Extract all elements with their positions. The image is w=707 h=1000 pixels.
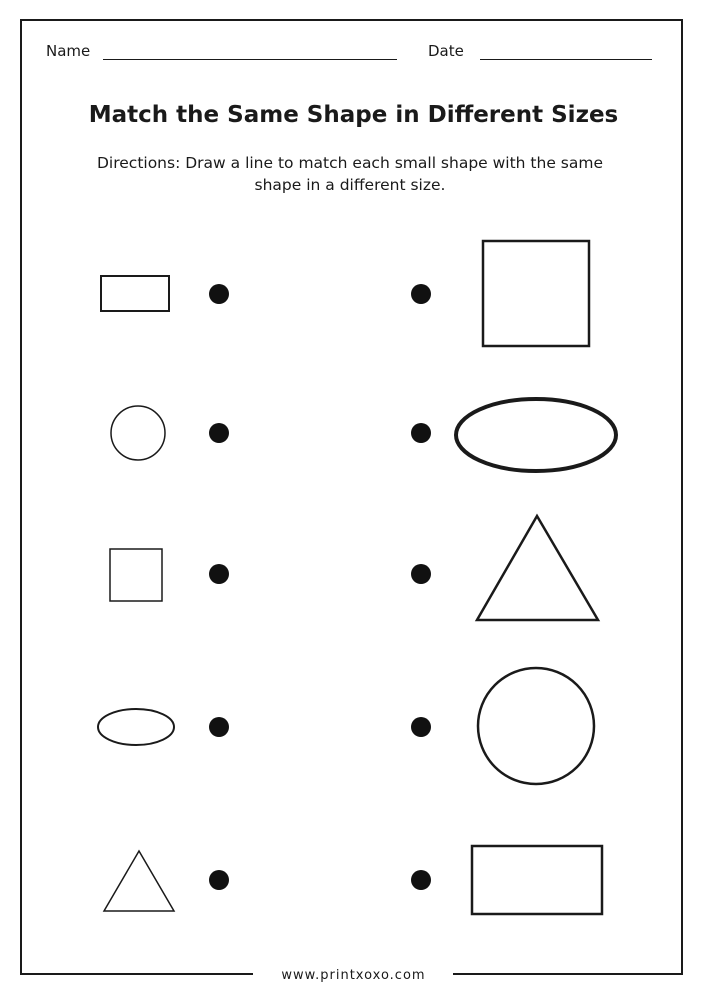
left-match-dot[interactable] <box>209 284 229 304</box>
large-oval-shape <box>456 399 616 471</box>
small-circle-shape <box>111 406 165 460</box>
small-rectangle-shape <box>101 276 169 311</box>
name-label: Name <box>46 42 91 60</box>
right-match-dot[interactable] <box>411 564 431 584</box>
small-oval-shape <box>98 709 174 745</box>
large-rectangle-shape <box>472 846 602 914</box>
left-match-dot[interactable] <box>209 717 229 737</box>
left-match-dot[interactable] <box>209 423 229 443</box>
page-title: Match the Same Shape in Different Sizes <box>88 102 619 128</box>
left-match-dot[interactable] <box>209 870 229 890</box>
large-square-shape <box>483 241 589 346</box>
right-match-dot[interactable] <box>411 717 431 737</box>
right-match-dot[interactable] <box>411 870 431 890</box>
left-match-dot[interactable] <box>209 564 229 584</box>
small-triangle-shape <box>104 851 174 911</box>
right-match-dot[interactable] <box>411 284 431 304</box>
large-triangle-shape <box>477 516 598 620</box>
right-match-dot[interactable] <box>411 423 431 443</box>
small-square-shape <box>110 549 162 601</box>
date-label: Date <box>428 42 464 60</box>
directions-text: Directions: Draw a line to match each small shape with the same shape in a different size. <box>96 154 604 194</box>
footer-website: www.printxoxo.com <box>281 968 426 983</box>
large-circle-shape <box>478 668 594 784</box>
